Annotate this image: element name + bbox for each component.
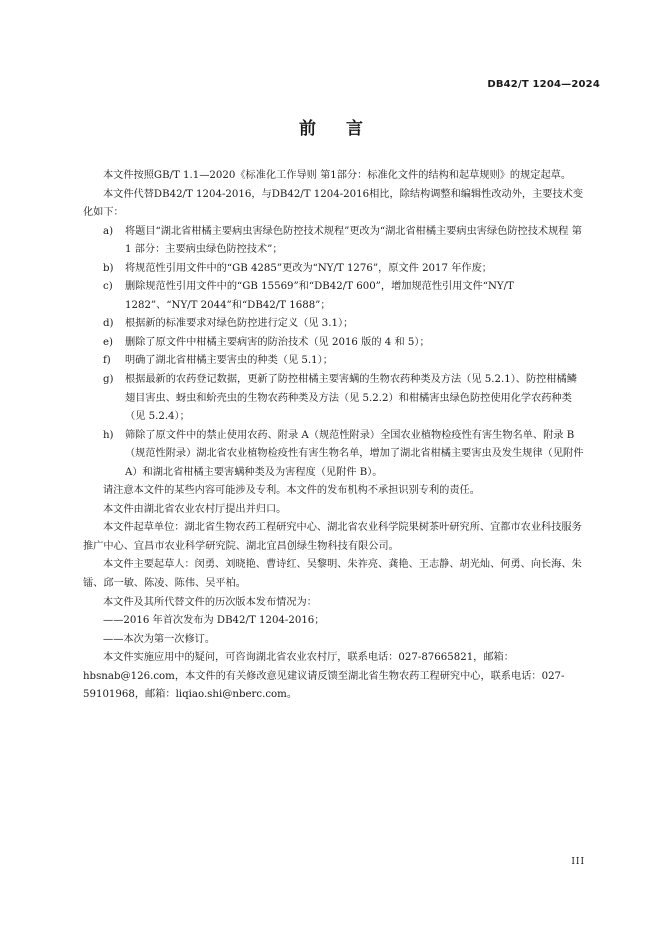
list-item-label: g)	[103, 374, 114, 386]
list-item-text: 明确了湖北省柑橘主要害虫的种类（见 5.1）；	[125, 355, 333, 367]
proposer-statement: 本文件由湖北省农业农村厅提出并归口。	[103, 503, 287, 515]
list-item	[83, 278, 585, 315]
main-drafters: 本文件主要起草人：闵勇、刘晓艳、曹诗红、吴黎明、朱祚亮、龚艳、王志静、胡光灿、何勇、向长海、朱镭、邱一敏、陈凌、陈伟、吴平柏。	[83, 559, 582, 590]
list-item-text: 删除规范性引用文件中的“GB 15569”和“DB42/T 600”，增加规范性引用文件“NY/T 1282”、“NY/T 2044”和“DB42/T 1688”；	[125, 281, 514, 311]
list-item-label: d)	[103, 318, 114, 330]
list-item	[83, 427, 585, 483]
list-item-label: e)	[103, 336, 114, 348]
list-item-text: 删除了原文件中柑橘主要病害的防治技术（见 2016 版的 4 和 5）；	[125, 336, 430, 348]
list-item-text: 筛除了原文件中的禁止使用农药、附录 A（规范性附录）全国农业植物检疫性有害生物名单、附录 B（规范性附录）湖北省农业植物检疫性有害生物名单，增加了湖北省柑橘主要害虫及发生规律（见附件 A）和湖北省柑橘主要害螨种类及为害程度（见附件 B）。	[125, 429, 584, 478]
list-item	[83, 371, 585, 427]
list-item-text: 将规范性引用文件中的“GB 4285”更改为“NY/T 1276”，原文件 2017 年作废；	[125, 262, 492, 274]
list-item-label: c)	[103, 281, 113, 293]
contact-paragraph: 本文件实施应用中的疑问，可咨询湖北省农业农村厅，联系电话：027-87665821，邮箱：hbsnab@126.com，本文件的有关修改意见建议请反馈至湖北省生物农药工程研究中心，联系电话：027-59101968，邮箱：liqiao.shi@nberc.com。	[83, 652, 565, 701]
page-number: III	[571, 857, 585, 867]
list-item	[83, 334, 585, 353]
list-item-label: a)	[103, 225, 114, 237]
drafting-units: 本文件起草单位：湖北省生物农药工程研究中心、湖北省农业科学院果树茶叶研究所、宜都市农业科技服务推广中心、宜昌市农业科学研究院、湖北宜昌创绿生物科技有限公司。	[83, 522, 582, 552]
version-history-item: ——2016 年首次发布为 DB42/T 1204-2016；	[103, 615, 325, 627]
intro-paragraph-replacement: 本文件代替DB42/T 1204-2016，与DB42/T 1204-2016相比，除结构调整和编辑性改动外，主要技术变化如下：	[83, 188, 584, 219]
list-item-label: b)	[103, 262, 114, 274]
list-item-label: f)	[103, 355, 111, 367]
list-item	[83, 223, 585, 260]
list-item-text: 根据最新的农药登记数据，更新了防控柑橘主要害螨的生物农药种类及方法（见 5.2.1）、防控柑橘鳞翅目害虫、蚜虫和蚧壳虫的生物农药种类及方法（见 5.2.2）和柑橘害虫绿色防控使用化学农药种类（见 5.2.4）；	[125, 374, 577, 423]
page-title: 前言	[299, 119, 393, 139]
list-item-label: h)	[103, 429, 114, 441]
document-body	[83, 167, 585, 705]
version-history-item: ——本次为第一次修订。	[103, 633, 216, 645]
list-item	[83, 315, 585, 334]
version-history-intro: 本文件及其所代替文件的历次版本发布情况为：	[103, 596, 317, 608]
list-item	[83, 352, 585, 371]
standard-code: DB42/T 1204—2024	[487, 79, 600, 90]
list-item	[83, 260, 585, 279]
list-item-text: 将题目“湖北省柑橘主要病虫害绿色防控技术规程”更改为“湖北省柑橘主要病虫害绿色防控技术规程 第 1 部分：主要病虫绿色防控技术”；	[125, 225, 582, 256]
list-item-text: 根据新的标准要求对绿色防控进行定义（见 3.1）；	[125, 318, 354, 330]
patent-notice: 请注意本文件的某些内容可能涉及专利。本文件的发布机构不承担识别专利的责任。	[103, 485, 480, 497]
intro-paragraph-drafting: 本文件按照GB/T 1.1—2020《标准化工作导则 第1部分：标准化文件的结构和起草规则》的规定起草。	[103, 170, 572, 181]
